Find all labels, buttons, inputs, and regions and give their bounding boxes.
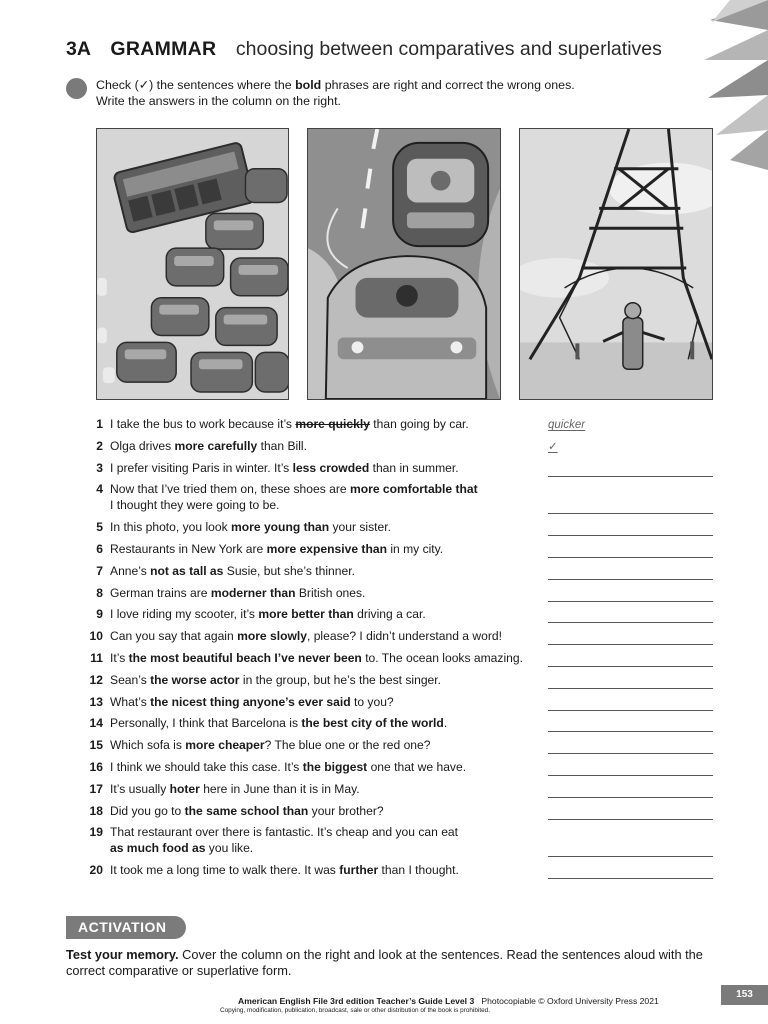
bold-phrase: the biggest [302,759,368,774]
sentence-text: your sister. [329,520,391,535]
footer [238,996,659,1006]
unit-code: 3A [66,38,91,60]
exercise-item [84,824,724,856]
instructions: Check (✓) the sentences where the bold phrases are right and correct the wrong ones. Write the answers in the column on the right. [96,78,575,108]
answer-field[interactable] [548,760,713,776]
bold-phrase: more carefully [174,438,258,453]
sentence-text: , please? I didn’t understand a word! [306,629,502,644]
item-number: 9 [96,607,103,622]
item-sentence [110,519,530,535]
sentence-text: It took me a long time to walk there. It was [110,863,340,878]
footer-notice: Copying, modification, publication, broadcast, sale or other distribution of the book is prohibited. [220,1007,490,1014]
sentence-text: Anne’s [110,563,151,578]
sentence-text: What’s [110,694,151,709]
bold-phrase: less crowded [292,460,370,475]
exercise-item [84,628,724,644]
sentence-text: Susie, but she’s thinner. [223,563,355,578]
sentence-text: Did you go to [110,803,185,818]
item-number: 20 [89,863,103,878]
sentence-text: Olga drives [110,438,175,453]
item-sentence [110,628,530,644]
bold-phrase: further [339,863,379,878]
sentence-text: here in June than it is in May. [199,781,360,796]
sentence-text: German trains are [110,585,211,600]
sentence-text: . [443,716,448,731]
exercise-item [84,541,724,557]
item-number: 2 [96,438,103,453]
exercise-item [84,563,724,579]
bold-phrase: more cheaper [185,738,265,753]
answer-field[interactable] [548,738,713,754]
sentence-text: It’s [110,650,129,665]
bold-phrase: hoter [169,781,200,796]
exercise-item [84,672,724,688]
answer-field[interactable] [548,695,713,711]
item-sentence [110,563,530,579]
sentence-text: ? The blue one or the red one? [264,738,431,753]
sentence-text: Personally, I think that Barcelona is [110,716,302,731]
exercise-item [84,606,724,622]
item-number: 1 [96,417,103,431]
sentence-text: Restaurants in New York are [110,541,267,556]
answer-field[interactable] [548,782,713,798]
bold-phrase: moderner than [210,585,296,600]
eiffel-tower-picture [519,128,713,400]
item-sentence [110,650,530,666]
sentence-text: It’s usually [110,781,170,796]
item-sentence [110,803,530,819]
activation-instructions: Test your memory. Cover the column on the right and look at the sentences. Read the sentences aloud with the correct comparative or superlative form. [66,947,703,978]
sentence-text: Sean’s [110,672,151,687]
exercise-item [84,650,724,666]
item-sentence [110,824,530,856]
bold-phrase: more young than [231,520,330,535]
answer-field[interactable] [548,607,713,623]
sentence-text: I think we should take this case. It’s [110,759,303,774]
item-number: 10 [89,629,103,644]
sentence-text: than Bill. [257,438,307,453]
footer-book-title: American English File 3rd edition Teacher’s Guide Level 3 [238,996,475,1006]
sentence-text: I take the bus to work because it’s [110,417,296,431]
item-number: 4 [96,482,103,497]
exercise-item [84,759,724,775]
exercise-item [84,416,724,432]
item-sentence [110,694,530,710]
instruction-bullet-icon [66,78,87,99]
sentence-text: than going by car. [369,417,469,431]
sentence-text: Now that I’ve tried them on, these shoes are [110,482,350,497]
sentence-text: driving a car. [353,607,426,622]
answer-field[interactable] [548,841,713,857]
item-number: 19 [89,825,103,840]
exercise-item [84,803,724,819]
sentence-text: I thought they were going to be. [110,498,280,513]
answer-field[interactable] [548,863,713,879]
answer-field[interactable] [548,586,713,602]
item-sentence [110,781,530,797]
exercise-item [84,460,724,476]
sentence-text: in my city. [386,541,444,556]
item-number: 16 [89,759,103,774]
exercise-item [84,694,724,710]
answer-field[interactable]: quicker [548,419,586,431]
item-number: 15 [89,738,103,753]
answer-field[interactable] [548,673,713,689]
answer-field[interactable] [548,520,713,536]
bold-phrase: the most beautiful beach I’ve never been [128,650,362,665]
item-number: 5 [96,520,103,535]
item-sentence [110,460,530,476]
item-sentence [110,481,530,513]
bold-phrase: the nicest thing anyone’s ever said [150,694,351,709]
answer-field[interactable] [548,498,713,514]
cars-road-picture [307,128,501,400]
item-sentence [110,862,530,878]
item-sentence [110,606,530,622]
item-sentence [110,585,530,601]
bold-phrase: more comfortable that [350,482,478,497]
section-name: GRAMMAR [110,38,217,60]
page-number: 153 [721,985,768,1005]
answer-field[interactable] [548,461,713,477]
sentence-text: than I thought. [378,863,459,878]
item-number: 12 [89,672,103,687]
answer-field[interactable] [548,542,713,558]
sentence-text: In this photo, you look [110,520,232,535]
exercise-item [84,519,724,535]
answer-field[interactable] [548,716,713,732]
bold-phrase: the worse actor [150,672,240,687]
sentence-text: you like. [205,841,254,856]
bold-phrase: more quickly [295,417,370,431]
exercise-list [84,416,724,884]
section-subtitle: choosing between comparatives and superlatives [235,38,662,60]
exercise-item [84,585,724,601]
answer-field[interactable]: ✓ [548,440,558,453]
item-sentence [110,416,530,432]
sentence-text: your brother? [308,803,384,818]
bold-phrase: the same school than [184,803,309,818]
sentence-text: That restaurant over there is fantastic. It’s cheap and you can eat [110,825,459,840]
item-sentence [110,438,530,454]
answer-field[interactable] [548,564,713,580]
activation-label: ACTIVATION [66,916,186,939]
sentence-text: in the group, but he’s the best singer. [239,672,441,687]
exercise-item [84,781,724,797]
item-sentence [110,759,530,775]
item-number: 11 [90,650,103,665]
bold-phrase: not as tall as [150,563,224,578]
sentence-text: one that we have. [367,759,467,774]
bold-phrase: the best city of the world [301,716,444,731]
answer-field[interactable] [548,651,713,667]
page-title [66,38,662,61]
item-number: 3 [96,460,103,475]
exercise-item [84,862,724,878]
exercise-item [84,737,724,753]
item-sentence [110,672,530,688]
bold-phrase: as much food as [110,841,206,856]
exercise-item [84,715,724,731]
sentence-text: Which sofa is [110,738,186,753]
bold-phrase: more expensive than [266,541,387,556]
sentence-text: I prefer visiting Paris in winter. It’s [110,460,293,475]
bold-phrase: more slowly [237,629,307,644]
item-number: 13 [89,694,103,709]
footer-copyright: Photocopiable © Oxford University Press 2021 [481,996,659,1006]
item-sentence [110,715,530,731]
sentence-text: than in summer. [369,460,459,475]
sentence-text: I love riding my scooter, it’s [110,607,259,622]
sentence-text: to. The ocean looks amazing. [361,650,523,665]
item-number: 7 [96,563,103,578]
answer-field[interactable] [548,804,713,820]
item-sentence [110,541,530,557]
item-sentence [110,737,530,753]
bus-traffic-picture [96,128,289,400]
bold-phrase: more better than [258,607,354,622]
item-number: 6 [96,541,103,556]
item-number: 8 [96,585,103,600]
item-number: 17 [89,781,103,796]
sentence-text: British ones. [295,585,366,600]
exercise-item [84,438,724,454]
answer-field[interactable] [548,629,713,645]
exercise-item [84,481,724,513]
sentence-text: to you? [350,694,394,709]
sentence-text: Can you say that again [110,629,238,644]
item-number: 14 [89,716,103,731]
item-number: 18 [89,803,103,818]
